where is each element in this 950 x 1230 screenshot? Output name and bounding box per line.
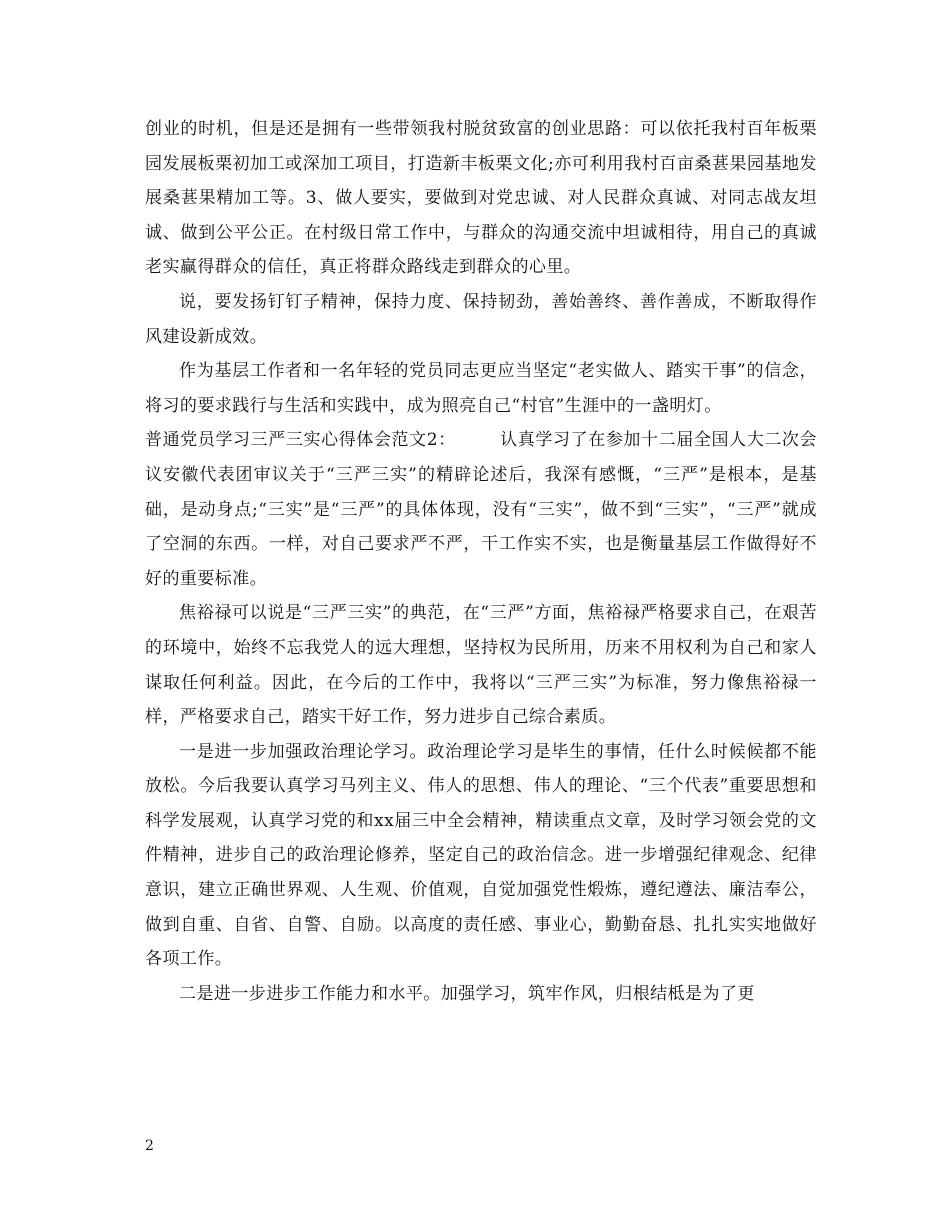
paragraph-7: 二是进一步进步工作能力和水平。加强学习，筑牢作风，归根结柢是为了更 [179, 983, 755, 1004]
paragraph-6: 一是进一步加强政治理论学习。政治理论学习是毕生的事情，任什么时候候都不能放松。今后我要认真学习马列主义、伟人的思想、伟人的理论、“三个代表”重要思想和科学发展观，认真学习党的和xx届三中全会精神，精读重点文章，及时学习领会党的文件精神，进步自己的政治理论修养，坚定自己的政治信念。进一步增强纪律观念、纪律意识，建立正确世界观、人生观、价值观，自觉加强党性煅炼，遵纪遵法、廉洁奉公，做到自重、自省、自警、自励。以高度的责任感、事业心，勤勤奋恳、扎扎实实地做好各项工作。 [145, 741, 817, 970]
paragraph-4-section-heading: 普通党员学习三严三实心得体会范文2： 认真学习了在参加十二届全国人大二次会议安徽代表团审议关于“三严三实”的精辟论述后，我深有感慨，“三严”是根本，是基础，是动身点;“三实”是“三严”的具体体现，没有“三实”，做不到“三实”，“三严”就成了空洞的东西。一样，对自己要求严不严，干工作实不实，也是衡量基层工作做得好不好的重要标准。 [145, 430, 817, 589]
document-body [145, 112, 817, 1011]
paragraph-1: 创业的时机，但是还是拥有一些带领我村脱贫致富的创业思路：可以依托我村百年板栗园发展板栗初加工或深加工项目，打造新丰板栗文化;亦可利用我村百亩桑葚果园基地发展桑葚果精加工等。3、做人要实，要做到对党忠诚、对人民群众真诚、对同志战友坦诚、做到公平公正。在村级日常工作中，与群众的沟通交流中坦诚相待，用自己的真诚老实赢得群众的信任，真正将群众路线走到群众的心里。 [145, 119, 817, 278]
paragraph-5: 焦裕禄可以说是“三严三实”的典范，在“三严”方面，焦裕禄严格要求自己，在艰苦的环境中，始终不忘我党人的远大理想，坚持权为民所用，历来不用权利为自己和家人谋取任何利益。因此，在今后的工作中，我将以“三严三实”为标准，努力像焦裕禄一样，严格要求自己，踏实干好工作，努力进步自己综合素质。 [145, 603, 817, 728]
paragraph-3: 作为基层工作者和一名年轻的党员同志更应当坚定“老实做人、踏实干事”的信念，将习的要求践行与生活和实践中，成为照亮自己“村官”生涯中的一盏明灯。 [145, 361, 817, 416]
paragraph-2: 说，要发扬钉钉子精神，保持力度、保持韧劲，善始善终、善作善成，不断取得作风建设新成效。 [145, 291, 817, 347]
page-number: 2 [145, 1138, 154, 1154]
